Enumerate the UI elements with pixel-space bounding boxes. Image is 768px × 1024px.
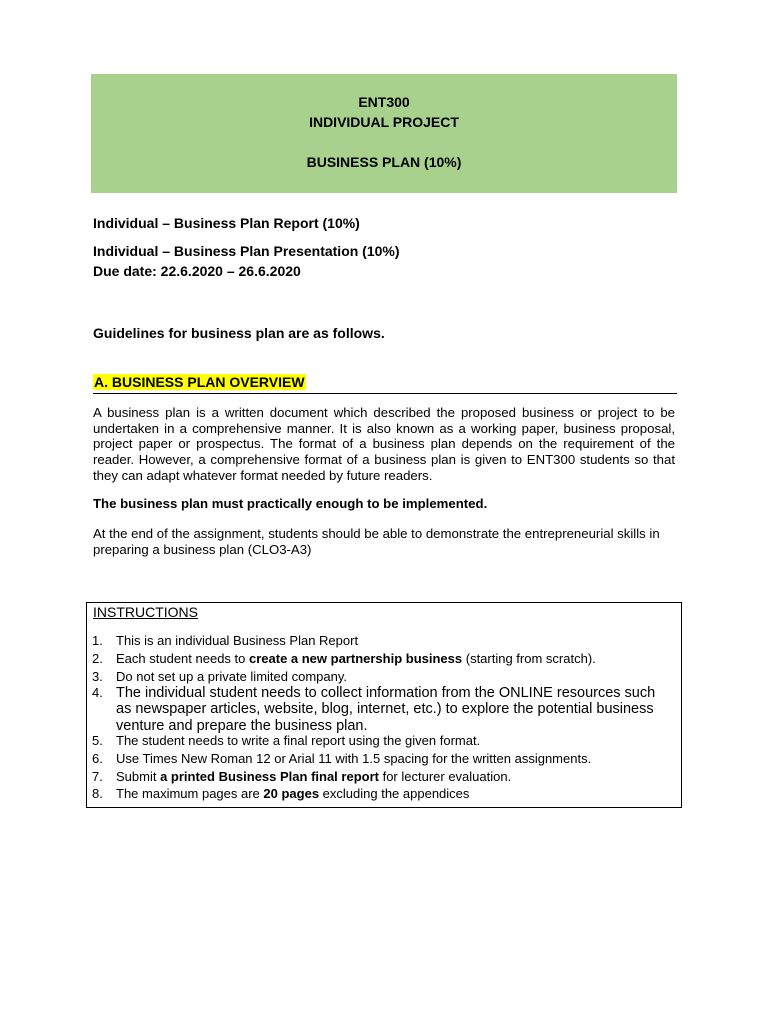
item-text: [116, 786, 673, 802]
overview-paragraph: A business plan is a written document which described the proposed business or project to be undertaken in a comprehensive manner. It is also known as a working paper, business proposal, project paper or prospectus. The format of a business plan depends on the requirement of the reader. However, a comprehensive format of a business plan is given to ENT300 students so that they can adapt whatever format needed by future readers.: [93, 405, 675, 483]
item-number: 1.: [92, 633, 103, 648]
item-text: [116, 651, 673, 667]
item-text-bold: create a new partnership business: [248, 651, 463, 666]
item-text-pre: The maximum pages are: [116, 786, 264, 801]
guidelines-intro: Guidelines for business plan are as follows.: [93, 325, 385, 341]
item-text-pre: Submit: [116, 769, 161, 784]
item-number: 5.: [92, 733, 103, 748]
item-number: 2.: [92, 651, 103, 666]
item-text-post: for lecturer evaluation.: [378, 769, 512, 784]
report-weight: Individual – Business Plan Report (10%): [93, 215, 360, 231]
learning-outcome: At the end of the assignment, students should be able to demonstrate the entrepreneurial skills in preparing a business plan (CLO3-A3): [93, 526, 660, 557]
instructions-box: [86, 602, 682, 808]
item-text: The individual student needs to collect information from the ONLINE resources such as newspaper articles, website, blog, internet, etc.) to explore the potential business venture and prepare the business plan.: [116, 685, 656, 734]
item-number: 4.: [92, 685, 103, 700]
item-number: 6.: [92, 751, 103, 766]
presentation-weight: Individual – Business Plan Presentation (10%): [93, 243, 400, 259]
item-number: 7.: [92, 769, 103, 784]
course-code: ENT300: [358, 94, 410, 110]
item-text: This is an individual Business Plan Report: [116, 633, 359, 648]
item-text: [116, 769, 673, 785]
section-a-title: A. BUSINESS PLAN OVERVIEW: [94, 374, 305, 390]
section-divider: [93, 393, 677, 394]
item-text-post: (starting from scratch).: [462, 651, 596, 666]
item-text-post: excluding the appendices: [319, 786, 470, 801]
item-text-bold: 20 pages: [263, 786, 320, 801]
item-number: 8.: [92, 786, 103, 801]
item-number: 3.: [92, 669, 103, 684]
practicality-statement: The business plan must practically enough to be implemented.: [93, 496, 488, 511]
item-text: Do not set up a private limited company.: [116, 669, 347, 684]
item-text-pre: Each student needs to: [116, 651, 249, 666]
plan-title: BUSINESS PLAN (10%): [306, 154, 462, 170]
due-date: Due date: 22.6.2020 – 26.6.2020: [93, 263, 301, 279]
instructions-title: INSTRUCTIONS: [93, 604, 198, 620]
title-banner: [91, 74, 677, 193]
item-text: Use Times New Roman 12 or Arial 11 with 1.5 spacing for the written assignments.: [116, 751, 592, 766]
item-text: The student needs to write a final report using the given format.: [116, 733, 481, 748]
project-type: INDIVIDUAL PROJECT: [309, 114, 459, 130]
item-text-bold: a printed Business Plan final report: [160, 769, 379, 784]
